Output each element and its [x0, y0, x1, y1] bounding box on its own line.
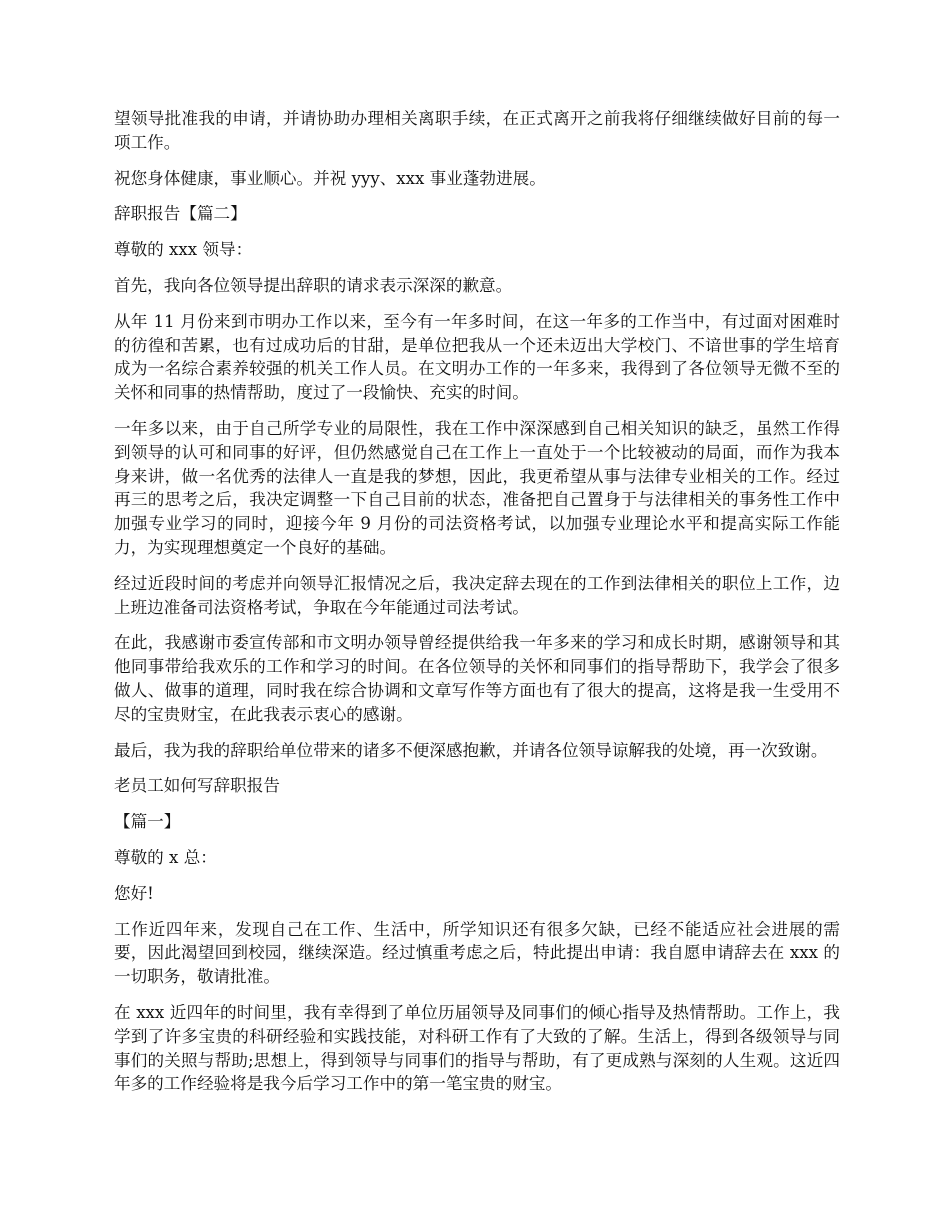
paragraph-wishes: 祝您身体健康，事业顺心。并祝 yyy、xxx 事业蓬勃进展。 [114, 168, 546, 188]
section-heading-part-one: 【篇一】 [114, 812, 181, 832]
paragraph-apology: 首先，我向各位领导提出辞职的请求表示深深的歉意。 [114, 275, 513, 295]
paragraph-work-history: 从年 11 月份来到市明办工作以来，至今有一年多时间，在这一年多的工作当中，有过面对困难时的彷徨和苦累，也有过成功后的甘甜，是单位把我从一个还未迈出大学校门、不谙世事的学生培育成为一名综合素养较强的机关工作人员。在文明办工作的一年多来，我得到了各位领导无微不至的关怀和同事的热情帮助，度过了一段愉快、充实的时间。 [114, 311, 840, 403]
section-heading-part-two: 辞职报告【篇二】 [114, 204, 247, 224]
document-body [114, 107, 840, 1108]
paragraph-gratitude: 在 xxx 近四年的时间里，我有幸得到了单位历届领导及同事们的倾心指导及热情帮助。工作上，我学到了许多宝贵的科研经验和实践技能，对科研工作有了大致的了解。生活上，得到各级领导与同事们的关照与帮助;思想上，得到领导与同事们的指导与帮助，有了更成熟与深刻的人生观。这近四年多的工作经验将是我今后学习工作中的第一笔宝贵的财宝。 [114, 1002, 840, 1094]
paragraph-closing-request: 望领导批准我的申请，并请协助办理相关离职手续，在正式离开之前我将仔细继续做好目前的每一项工作。 [114, 109, 840, 152]
salutation: 尊敬的 xxx 领导： [114, 240, 253, 260]
greeting: 您好! [114, 883, 154, 903]
paragraph-thanks: 在此，我感谢市委宣传部和市文明办领导曾经提供给我一年多来的学习和成长时期，感谢领导和其他同事带给我欢乐的工作和学习的时间。在各位领导的关怀和同事们的指导帮助下，我学会了很多做人、做事的道理，同时我在综合协调和文章写作等方面也有了很大的提高，这将是我一生受用不尽的宝贵财宝，在此我表示衷心的感谢。 [114, 633, 840, 724]
section-heading-how-to-write: 老员工如何写辞职报告 [114, 776, 280, 796]
paragraph-final-apology: 最后，我为我的辞职给单位带来的诸多不便深感抱歉，并请各位领导谅解我的处境，再一次致谢。 [114, 740, 828, 760]
paragraph-reason: 一年多以来，由于自己所学专业的局限性，我在工作中深深感到自己相关知识的缺乏，虽然工作得到领导的认可和同事的好评，但仍然感觉自己在工作上一直处于一个比较被动的局面，而作为我本身来讲，做一名优秀的法律人一直是我的梦想，因此，我更希望从事与法律专业相关的工作。经过再三的思考之后，我决定调整一下自己目前的状态，准备把自己置身于与法律相关的事务性工作中加强专业学习的同时，迎接今年 9 月份的司法资格考试，以加强专业理论水平和提高实际工作能力，为实现理想奠定一个良好的基础。 [114, 418, 840, 557]
paragraph-decision: 经过近段时间的考虑并向领导汇报情况之后，我决定辞去现在的工作到法律相关的职位上工作，边上班边准备司法资格考试，争取在今年能通过司法考试。 [114, 573, 840, 617]
paragraph-resignation-request: 工作近四年来，发现自己在工作、生活中，所学知识还有很多欠缺，已经不能适应社会进展的需要，因此渴望回到校园，继续深造。经过慎重考虑之后，特此提出申请：我自愿申请辞去在 xxx 的一切职务，敬请批准。 [114, 919, 840, 987]
salutation-second: 尊敬的 x 总： [114, 847, 217, 867]
